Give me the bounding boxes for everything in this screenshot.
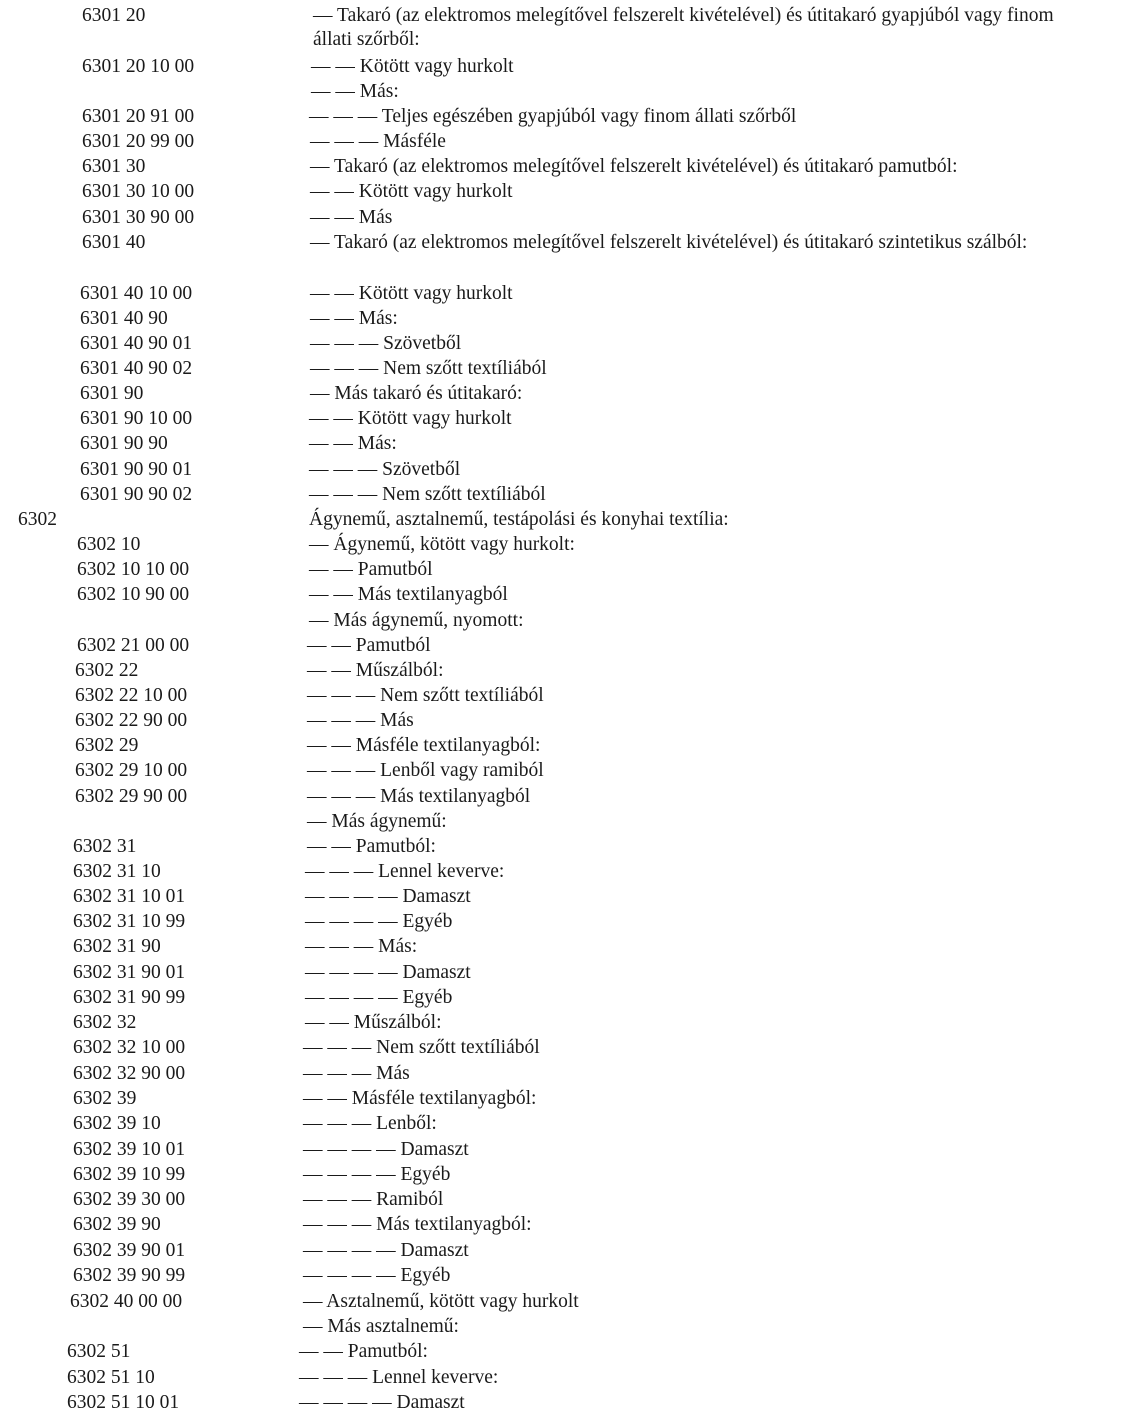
cn-code: 6301 40 10 00 bbox=[80, 283, 193, 304]
cn-code: 6301 40 90 02 bbox=[80, 358, 193, 379]
item-description: — — Pamutból bbox=[307, 635, 431, 656]
item-description: — — — — Damaszt bbox=[305, 962, 471, 983]
cn-code: 6302 40 00 00 bbox=[70, 1291, 183, 1312]
cn-code: 6301 30 bbox=[82, 156, 146, 177]
cn-code: 6301 40 90 01 bbox=[80, 333, 193, 354]
cn-code: 6302 22 10 00 bbox=[75, 685, 188, 706]
cn-code: 6302 29 90 00 bbox=[75, 786, 188, 807]
cn-code: 6302 32 bbox=[73, 1012, 137, 1033]
item-description: — — Kötött vagy hurkolt bbox=[310, 181, 513, 202]
item-description: — — — Lenből: bbox=[303, 1113, 437, 1134]
item-description: — — — Szövetből bbox=[310, 333, 462, 354]
item-description: — — — Lenből vagy ramiból bbox=[307, 760, 544, 781]
item-description: — — Másféle textilanyagból: bbox=[303, 1088, 537, 1109]
cn-code: 6301 90 90 01 bbox=[80, 459, 193, 480]
item-description: — — — Más textilanyagból: bbox=[303, 1214, 532, 1235]
cn-code: 6301 40 bbox=[82, 232, 146, 253]
cn-code: 6301 90 10 00 bbox=[80, 408, 193, 429]
item-description: — — — — Damaszt bbox=[299, 1392, 465, 1413]
cn-code: 6301 40 90 bbox=[80, 308, 168, 329]
item-description: — — Műszálból: bbox=[307, 660, 444, 681]
item-description: — — — Nem szőtt textíliából bbox=[309, 484, 546, 505]
cn-code: 6302 31 90 bbox=[73, 936, 161, 957]
cn-code: 6302 10 90 00 bbox=[77, 584, 190, 605]
item-description: — — Másféle textilanyagból: bbox=[307, 735, 541, 756]
item-description: — — — Nem szőtt textíliából bbox=[307, 685, 544, 706]
item-description: — Más asztalnemű: bbox=[303, 1316, 459, 1337]
item-description: — — Más bbox=[310, 207, 393, 228]
item-description: — — — Más bbox=[307, 710, 414, 731]
cn-code: 6302 10 bbox=[77, 534, 141, 555]
cn-code: 6302 31 10 01 bbox=[73, 886, 186, 907]
item-description: — — — Lennel keverve: bbox=[299, 1367, 499, 1388]
item-description: — — Más: bbox=[309, 433, 397, 454]
item-description: — — — — Egyéb bbox=[303, 1164, 451, 1185]
cn-code: 6302 32 90 00 bbox=[73, 1063, 186, 1084]
cn-code: 6301 20 10 00 bbox=[82, 56, 195, 77]
item-description: — Ágynemű, kötött vagy hurkolt: bbox=[309, 534, 575, 555]
item-description: — — Más textilanyagból bbox=[309, 584, 508, 605]
item-description: — Takaró (az elektromos melegítővel felszerelt kivételével) és útitakaró gyapjúból vagy finom állati szőrből: bbox=[313, 5, 1054, 50]
item-description: — — Pamutból bbox=[309, 559, 433, 580]
item-description: — — — — Egyéb bbox=[305, 987, 453, 1008]
item-description: — Más takaró és útitakaró: bbox=[310, 383, 523, 404]
cn-code: 6302 39 bbox=[73, 1088, 137, 1109]
item-description: — — Kötött vagy hurkolt bbox=[310, 283, 513, 304]
cn-code: 6302 39 90 01 bbox=[73, 1240, 186, 1261]
item-description: — — — Lennel keverve: bbox=[305, 861, 505, 882]
item-description: — — — Nem szőtt textíliából bbox=[310, 358, 547, 379]
item-description: — — Más: bbox=[310, 308, 398, 329]
cn-code: 6301 90 90 bbox=[80, 433, 168, 454]
cn-code: 6301 30 10 00 bbox=[82, 181, 195, 202]
item-description: — — — Szövetből bbox=[309, 459, 461, 480]
cn-code: 6302 39 30 00 bbox=[73, 1189, 186, 1210]
cn-code: 6301 20 bbox=[82, 5, 146, 26]
cn-code: 6302 22 90 00 bbox=[75, 710, 188, 731]
cn-code: 6302 32 10 00 bbox=[73, 1037, 186, 1058]
heading-number: 6302 bbox=[18, 509, 57, 530]
item-description: — — — Nem szőtt textíliából bbox=[303, 1037, 540, 1058]
cn-code: 6302 31 bbox=[73, 836, 137, 857]
item-description: — — Pamutból: bbox=[307, 836, 436, 857]
item-description: — — — — Damaszt bbox=[305, 886, 471, 907]
item-description: — — — Ramiból bbox=[303, 1189, 444, 1210]
cn-code: 6302 31 90 01 bbox=[73, 962, 186, 983]
item-description: — — — — Egyéb bbox=[303, 1265, 451, 1286]
cn-code: 6301 20 91 00 bbox=[82, 106, 195, 127]
item-description: — — Kötött vagy hurkolt bbox=[311, 56, 514, 77]
cn-code: 6302 39 10 99 bbox=[73, 1164, 186, 1185]
item-description: Ágynemű, asztalnemű, testápolási és konyhai textília: bbox=[309, 509, 729, 530]
item-description: — — Kötött vagy hurkolt bbox=[309, 408, 512, 429]
item-description: — Más ágynemű: bbox=[307, 811, 447, 832]
cn-code: 6301 90 90 02 bbox=[80, 484, 193, 505]
item-description: — Takaró (az elektromos melegítővel felszerelt kivételével) és útitakaró szintetikus szálból: bbox=[310, 232, 1028, 253]
item-description: — — — Másféle bbox=[310, 131, 446, 152]
cn-code: 6301 90 bbox=[80, 383, 144, 404]
item-description: — Takaró (az elektromos melegítővel felszerelt kivételével) és útitakaró pamutból: bbox=[310, 156, 958, 177]
item-description: — — — — Egyéb bbox=[305, 911, 453, 932]
item-description: — — — Más textilanyagból bbox=[307, 786, 531, 807]
cn-code: 6302 51 10 bbox=[67, 1367, 155, 1388]
cn-code: 6302 31 10 bbox=[73, 861, 161, 882]
cn-code: 6302 22 bbox=[75, 660, 139, 681]
cn-code: 6302 10 10 00 bbox=[77, 559, 190, 580]
cn-code: 6302 51 10 01 bbox=[67, 1392, 180, 1413]
cn-code: 6302 29 bbox=[75, 735, 139, 756]
item-description: — — Más: bbox=[311, 81, 399, 102]
item-description: — — — — Damaszt bbox=[303, 1139, 469, 1160]
cn-code: 6302 51 bbox=[67, 1341, 131, 1362]
cn-code: 6302 39 90 99 bbox=[73, 1265, 186, 1286]
cn-code: 6302 21 00 00 bbox=[77, 635, 190, 656]
cn-code: 6301 30 90 00 bbox=[82, 207, 195, 228]
cn-code: 6302 31 10 99 bbox=[73, 911, 186, 932]
cn-code: 6302 31 90 99 bbox=[73, 987, 186, 1008]
item-description: — Más ágynemű, nyomott: bbox=[309, 610, 524, 631]
cn-code: 6301 20 99 00 bbox=[82, 131, 195, 152]
cn-code: 6302 39 10 bbox=[73, 1113, 161, 1134]
item-description: — — — Más: bbox=[305, 936, 418, 957]
item-description: — — — Más bbox=[303, 1063, 410, 1084]
item-description: — Asztalnemű, kötött vagy hurkolt bbox=[303, 1291, 579, 1312]
item-description: — — — — Damaszt bbox=[303, 1240, 469, 1261]
cn-code: 6302 39 90 bbox=[73, 1214, 161, 1235]
item-description: — — Műszálból: bbox=[305, 1012, 442, 1033]
cn-code: 6302 39 10 01 bbox=[73, 1139, 186, 1160]
item-description: — — — Teljes egészében gyapjúból vagy finom állati szőrből bbox=[309, 106, 797, 127]
cn-code: 6302 29 10 00 bbox=[75, 760, 188, 781]
item-description: — — Pamutból: bbox=[299, 1341, 428, 1362]
